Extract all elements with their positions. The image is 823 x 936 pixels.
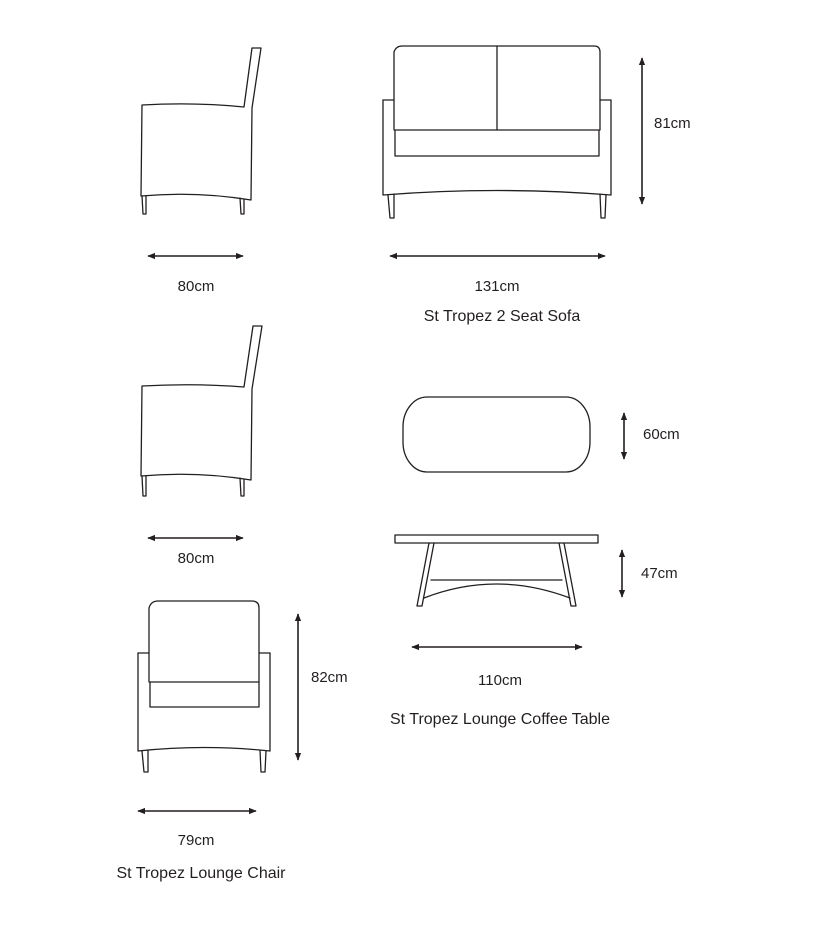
- coffee-table-title: St Tropez Lounge Coffee Table: [389, 711, 611, 728]
- coffee-table-width-label: 110cm: [478, 672, 522, 689]
- sofa-height-label: 81cm: [654, 115, 691, 132]
- chair-front-height-label: 82cm: [311, 669, 348, 686]
- coffee-table-height-label: 47cm: [641, 565, 678, 582]
- sofa-title: St Tropez 2 Seat Sofa: [423, 308, 581, 325]
- chair-side-mid-depth-label: 80cm: [177, 550, 215, 567]
- chair-side-top-depth-label: 80cm: [177, 278, 215, 295]
- chair-side-view-top: [141, 48, 261, 214]
- sofa-width-label: 131cm: [474, 278, 520, 295]
- chair-title: St Tropez Lounge Chair: [116, 865, 286, 882]
- chair-front-width-label: 79cm: [177, 832, 215, 849]
- coffee-table-depth-label: 60cm: [643, 426, 680, 443]
- coffee-table-side-view: [395, 535, 598, 606]
- chair-front-view: [138, 601, 270, 772]
- chair-side-view-mid: [141, 326, 262, 496]
- sofa-front-view: [383, 46, 611, 218]
- coffee-table-top-view: [403, 397, 590, 472]
